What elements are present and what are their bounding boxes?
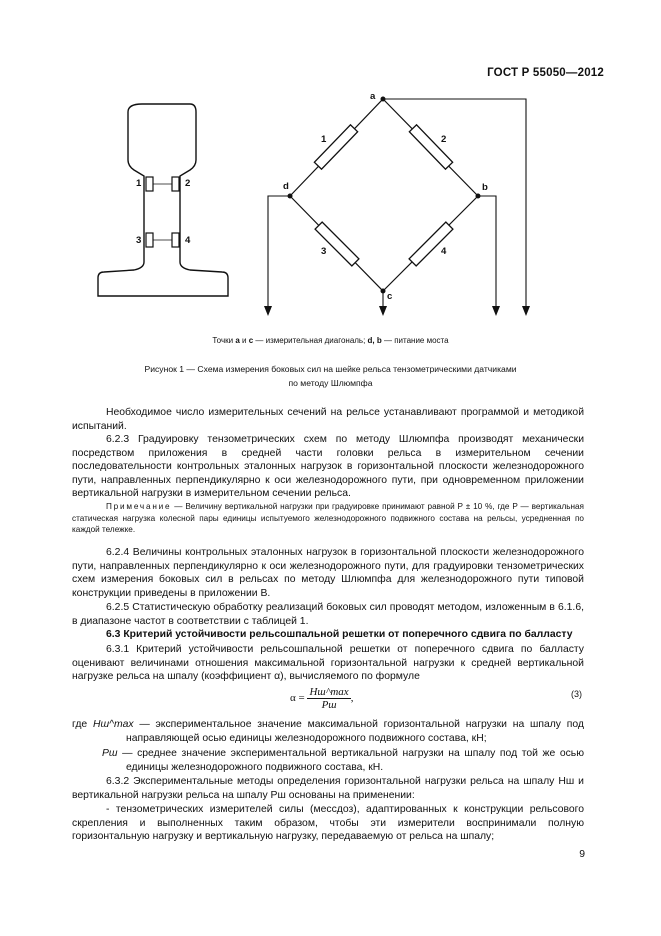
page-number: 9 [579, 849, 585, 860]
node-label-c: c [387, 291, 393, 302]
wire-d [268, 196, 290, 310]
gauge-label-2: 2 [185, 178, 191, 189]
arm-label-4: 4 [441, 246, 447, 257]
wire-a [383, 99, 526, 310]
paragraph-625: 6.2.5 Статистическую обработку реализаций боковых сил проводят методом, изложенным в 6.1.6, в диапазоне частот в соответствии с таблицей 1. [72, 602, 584, 627]
paragraph-list-item: - тензометрических измерителей силы (мессдоз), адаптированных к конструкции рельсового скрепления и выполненных таким образом, чтобы эти измерители воспринимали полную горизонтальную нагрузку и вертикальную нагрузку, передаваемую от рельса на шпалу; [72, 804, 584, 842]
definition-p: Pш — среднее значение экспериментальной вертикальной нагрузки на шпалу под той же осью единицы железнодорожного подвижного состава, кН. [102, 748, 584, 773]
figure-note: Точки a и c — измерительная диагональ; d, b — питание моста [212, 336, 449, 345]
paragraph-631: 6.3.1 Критерий устойчивости рельсошпальной решетки от поперечного сдвига по балласту оценивают величинами отношения максимальной горизонтальной нагрузки к средней вертикальной нагрузке рельса на шпалу (коэффициент α), вычисляемого по формуле [72, 644, 584, 682]
paragraph-624: 6.2.4 Величины контрольных эталонных нагрузок в горизонтальной плоскости железнодорожного пути, направленных перпендикулярно к оси железнодорожного пути, для градуировки тензометрических схем измерения боковых сил в рельсах по методу Шлюмпфа для железнодорожного пути типовой конструкции приведены в приложении В. [72, 547, 584, 599]
bridge-arm-3 [315, 222, 359, 266]
gauge-1 [146, 177, 153, 191]
bridge-arm-1 [314, 125, 357, 169]
paragraph-1: Необходимое число измерительных сечений на рельсе устанавливают программой и методикой испытаний. [72, 407, 584, 432]
arm-label-2: 2 [441, 134, 447, 145]
paragraph-632: 6.3.2 Экспериментальные методы определения горизонтальной нагрузки рельса на шпалу Hш и вертикальной нагрузки рельса на шпалу Pш основаны на применении: [72, 776, 584, 801]
section-heading-63: 6.3 Критерий устойчивости рельсошпальной решетки от поперечного сдвига по балласту [106, 629, 573, 640]
figure-caption: Рисунок 1 — Схема измерения боковых сил на шейке рельса тензометрическими датчиками по методу Шлюмпфа [144, 364, 517, 388]
note: Примечание — Величину вертикальной нагрузки при градуировке принимают равной P ± 10 %, где P — вертикальная статическая нагрузка колесной пары единицы испытуемого железнодорожного подвижного состава на рельсы, усредненная по каждой тележке. [72, 502, 584, 534]
rail-profile [98, 104, 228, 296]
strain-gauge-figure [0, 0, 661, 340]
gauge-label-1: 1 [136, 178, 142, 189]
gauge-4 [172, 233, 179, 247]
gauge-3 [146, 233, 153, 247]
formula-3: α = $\frac{Hш\^{}\max}{Pш}$ , [290, 686, 354, 711]
node-label-a: a [370, 91, 376, 102]
arm-label-3: 3 [321, 246, 327, 257]
gauge-2 [172, 177, 179, 191]
definition-h: где Hш^max — экспериментальное значение максимальной горизонтальной нагрузки на шпалу под направляющей осью единицы железнодорожного подвижного состава, кН; [72, 719, 584, 744]
node-label-b: b [482, 182, 488, 193]
gauge-label-4: 4 [185, 235, 191, 246]
bridge-arm-2 [409, 125, 452, 169]
paragraph-623: 6.2.3 Градуировку тензометрических схем по методу Шлюмпфа производят механически посредством приложения в средней части головки рельса в измерительном сечении последовательности контрольных эталонных нагрузок в горизонтальной плоскости железнодорожного пути, направленных перпендикулярно к оси железнодорожного пути, при одновременном приложении вертикальной нагрузки в измерительном сечении рельса. [72, 434, 584, 499]
formula-number: (3) [571, 689, 582, 699]
node-label-d: d [283, 181, 289, 192]
bridge-arm-4 [409, 222, 453, 266]
wire-b [478, 196, 496, 310]
document-header: ГОСТ Р 55050—2012 [487, 67, 604, 79]
arm-label-1: 1 [321, 134, 327, 145]
gauge-label-3: 3 [136, 235, 142, 246]
